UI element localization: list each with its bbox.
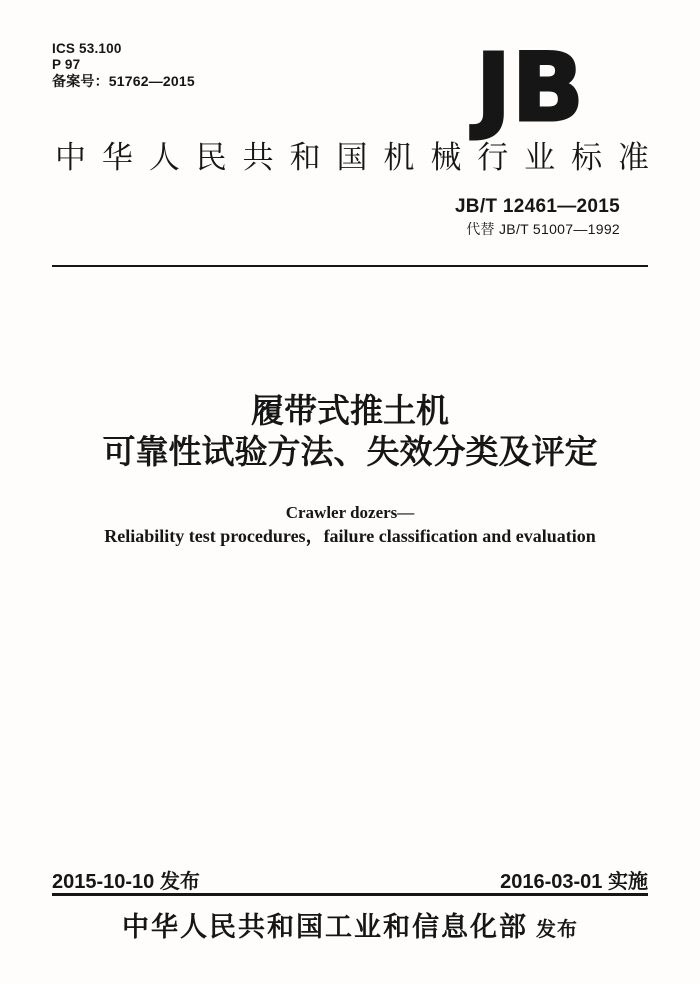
record-number: 备案号：51762—2015 [52,73,195,89]
english-title-line1: Crawler dozers— [285,503,415,522]
standard-category-title: 中华人民共和国机械行业标准 [55,140,649,175]
standard-number: JB/T 12461—2015 [454,196,620,217]
main-title-line1: 履带式推土机 [251,392,449,429]
publisher-name: 中华人民共和国工业和信息化部 [122,912,528,942]
english-title-line2: Reliability test procedures，failure classification and evaluation [104,526,596,546]
class-code: P 97 [52,57,81,72]
bottom-divider [52,893,648,896]
main-title-english [0,502,700,548]
ics-code: ICS 53.100 [52,41,122,56]
publisher-row [0,912,700,947]
implementation-date: 2016-03-01 实施 [500,871,648,893]
main-title-chinese [0,390,700,472]
document-meta-block [52,41,195,89]
replaced-standard: 代替 JB/T 51007—1992 [466,221,620,237]
standard-number-block [455,196,620,238]
jb-logo: JB [476,34,585,143]
top-divider [52,265,648,267]
publish-label: 发布 [536,919,578,941]
issue-date: 2015-10-10 发布 [52,871,200,893]
main-title-line2: 可靠性试验方法、失效分类及评定 [102,433,598,470]
